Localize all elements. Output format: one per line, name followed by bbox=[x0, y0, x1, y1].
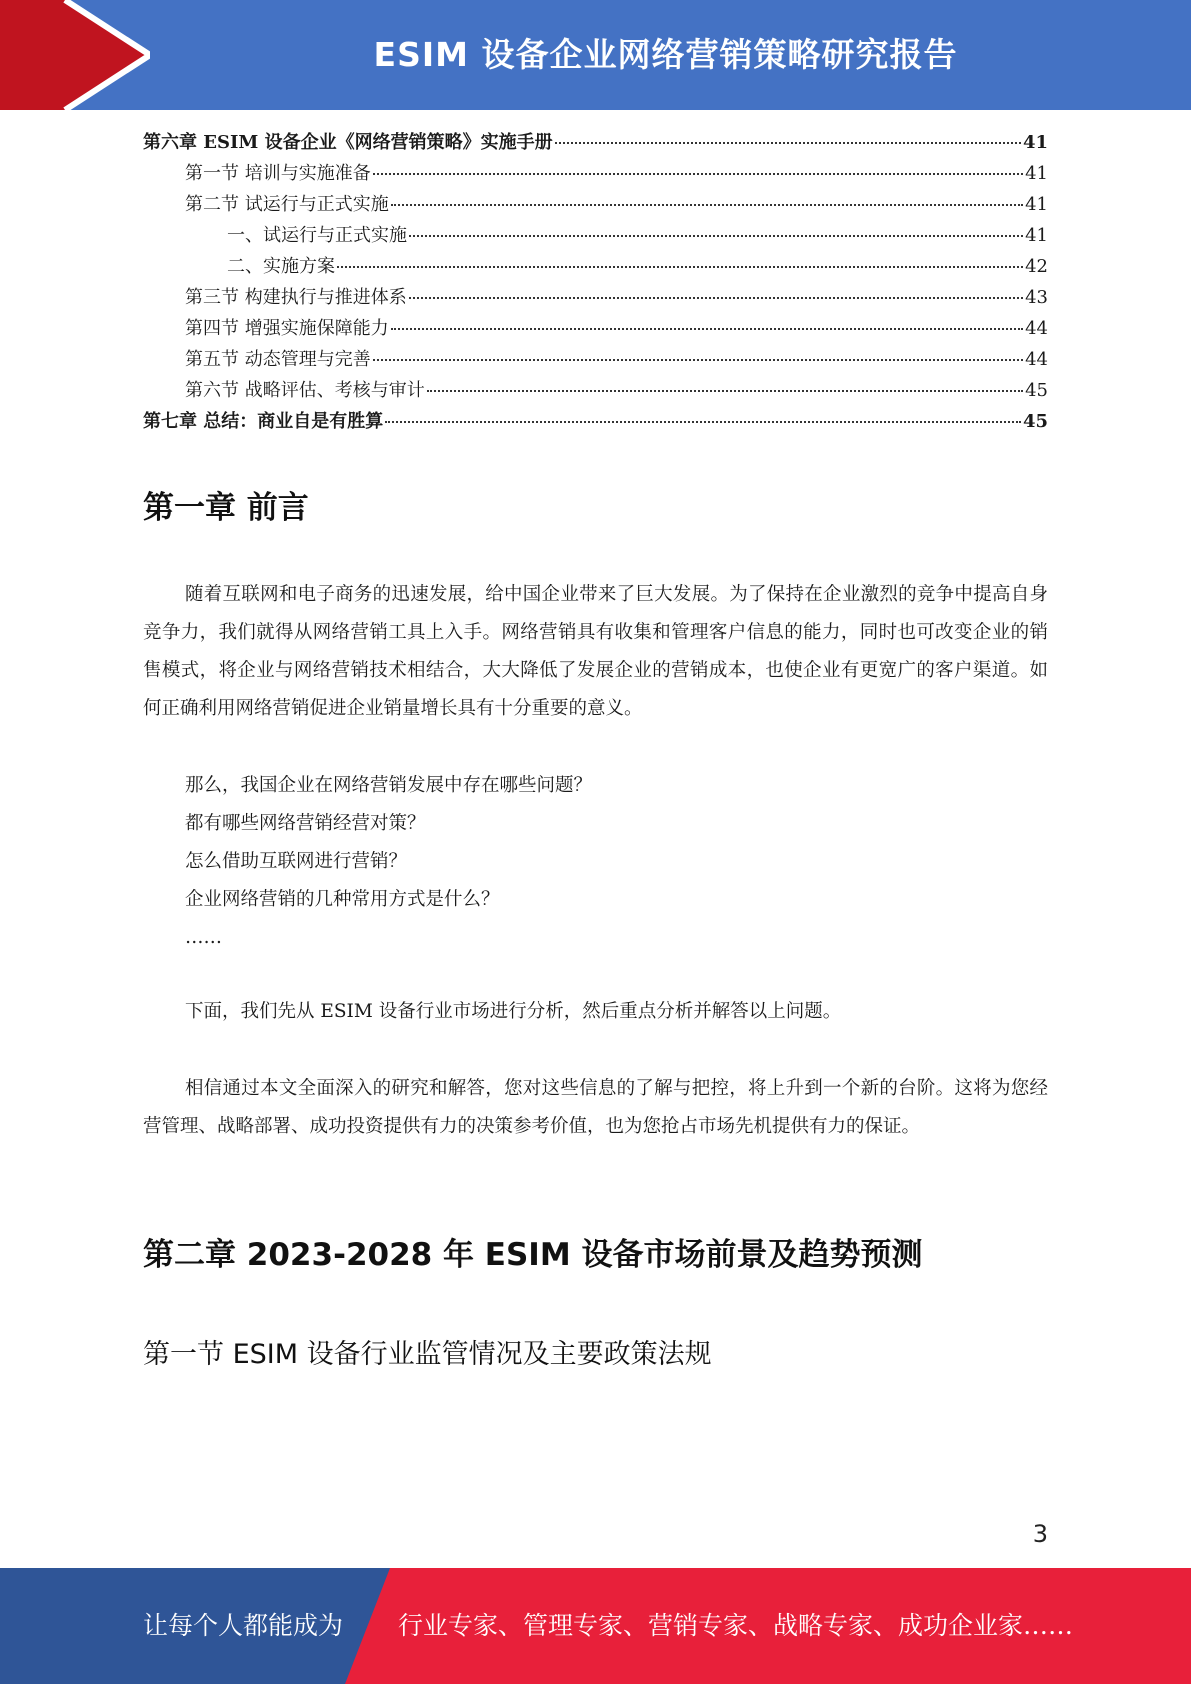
toc-entry[interactable] bbox=[143, 159, 1048, 190]
toc-entry[interactable] bbox=[143, 314, 1048, 345]
toc-entry-page: 41 bbox=[1022, 132, 1048, 153]
page-number: 3 bbox=[1032, 1520, 1048, 1548]
toc-entry-label: 第五节 动态管理与完善 bbox=[185, 349, 371, 370]
toc-entry-page: 44 bbox=[1025, 349, 1048, 370]
report-title: ESIM 设备企业网络营销策略研究报告 bbox=[373, 35, 958, 74]
question-item: 都有哪些网络营销经营对策？ bbox=[185, 813, 426, 834]
question-item: 企业网络营销的几种常用方式是什么？ bbox=[185, 889, 500, 910]
toc-entry-page: 41 bbox=[1025, 163, 1048, 184]
toc-entry[interactable] bbox=[143, 128, 1048, 159]
table-of-contents bbox=[143, 128, 1048, 438]
toc-entry-page: 41 bbox=[1025, 194, 1048, 215]
toc-entry[interactable] bbox=[143, 221, 1048, 252]
toc-entry-label: 第七章 总结：商业自是有胜算 bbox=[143, 411, 384, 432]
question-item: 那么，我国企业在网络营销发展中存在哪些问题？ bbox=[185, 775, 593, 796]
toc-leader-dots bbox=[555, 142, 1021, 144]
toc-leader-dots bbox=[409, 297, 1023, 299]
toc-entry[interactable] bbox=[143, 283, 1048, 314]
toc-leader-dots bbox=[391, 328, 1023, 330]
toc-entry[interactable] bbox=[143, 407, 1048, 438]
page-footer bbox=[0, 1568, 1191, 1684]
toc-entry-page: 45 bbox=[1022, 411, 1048, 432]
question-item: 怎么借助互联网进行营销？ bbox=[185, 851, 408, 872]
toc-leader-dots bbox=[409, 235, 1023, 237]
chapter-1-paragraph-2: 下面，我们先从 ESIM 设备行业市场进行分析，然后重点分析并解答以上问题。 bbox=[185, 1001, 842, 1022]
toc-entry-label: 第三节 构建执行与推进体系 bbox=[185, 287, 407, 308]
toc-entry-label: 第二节 试运行与正式实施 bbox=[185, 194, 389, 215]
toc-leader-dots bbox=[337, 266, 1023, 268]
toc-leader-dots bbox=[385, 421, 1021, 423]
chapter-1-paragraph-1: 随着互联网和电子商务的迅速发展，给中国企业带来了巨大发展。为了保持在企业激烈的竞争中提高自身竞争力，我们就得从网络营销工具上入手。网络营销具有收集和管理客户信息的能力，同时也可改变企业的销售模式，将企业与网络营销技术相结合，大大降低了发展企业的营销成本，也使企业有更宽广的客户渠道。如何正确利用网络营销促进企业销量增长具有十分重要的意义。 bbox=[143, 584, 1048, 719]
toc-entry[interactable] bbox=[143, 345, 1048, 376]
toc-entry[interactable] bbox=[143, 376, 1048, 407]
footer-slogan-left: 让每个人都能成为 bbox=[143, 1611, 344, 1640]
page-header bbox=[0, 0, 1191, 110]
toc-leader-dots bbox=[427, 390, 1023, 392]
toc-entry-page: 41 bbox=[1025, 225, 1048, 246]
toc-entry-page: 43 bbox=[1025, 287, 1048, 308]
toc-entry[interactable] bbox=[143, 190, 1048, 221]
toc-entry-label: 第六章 ESIM 设备企业《网络营销策略》实施手册 bbox=[143, 132, 553, 153]
toc-entry-label: 一、试运行与正式实施 bbox=[227, 225, 407, 246]
footer-slogan-right: 行业专家、管理专家、营销专家、战略专家、成功企业家…… bbox=[398, 1611, 1074, 1640]
toc-entry-page: 42 bbox=[1025, 256, 1048, 277]
toc-entry-page: 44 bbox=[1025, 318, 1048, 339]
chapter-2-title: 第二章 2023-2028 年 ESIM 设备市场前景及趋势预测 bbox=[143, 1237, 923, 1273]
chapter-2-section-1-title: 第一节 ESIM 设备行业监管情况及主要政策法规 bbox=[143, 1339, 712, 1370]
toc-entry-page: 45 bbox=[1025, 380, 1048, 401]
toc-entry-label: 第一节 培训与实施准备 bbox=[185, 163, 371, 184]
toc-leader-dots bbox=[373, 359, 1023, 361]
question-list bbox=[185, 767, 592, 957]
toc-leader-dots bbox=[373, 173, 1023, 175]
chapter-1-title: 第一章 前言 bbox=[143, 490, 309, 526]
chapter-1-paragraph-3: 相信通过本文全面深入的研究和解答，您对这些信息的了解与把控，将上升到一个新的台阶。这将为您经营管理、战略部署、成功投资提供有力的决策参考价值，也为您抢占市场先机提供有力的保证。 bbox=[143, 1078, 1048, 1137]
toc-entry-label: 二、实施方案 bbox=[227, 256, 335, 277]
toc-entry[interactable] bbox=[143, 252, 1048, 283]
toc-entry-label: 第四节 增强实施保障能力 bbox=[185, 318, 389, 339]
toc-leader-dots bbox=[391, 204, 1023, 206]
toc-entry-label: 第六节 战略评估、考核与审计 bbox=[185, 380, 425, 401]
header-arrow-decoration bbox=[0, 0, 150, 110]
question-item: …… bbox=[185, 927, 222, 948]
